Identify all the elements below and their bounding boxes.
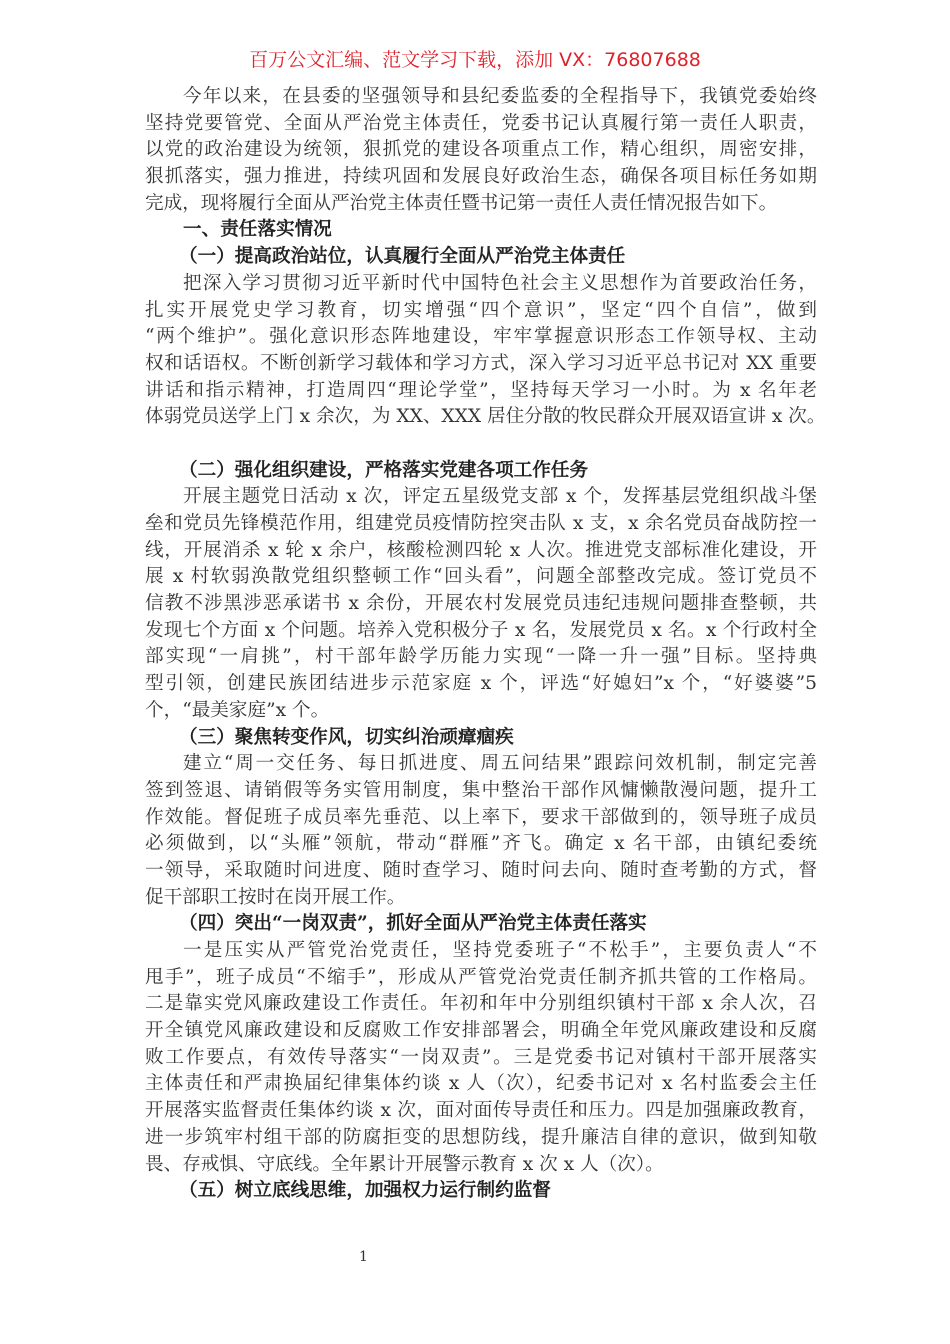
paragraph-line: 一领导，采取随时问进度、随时查学习、随时问去向、随时查考勤的方式，督 bbox=[145, 859, 817, 881]
subsection-heading: （二）强化组织建设，严格落实党建各项工作任务 bbox=[179, 459, 589, 481]
paragraph bbox=[145, 484, 817, 724]
paragraph-line: 作效能。督促班子成员率先垂范、以上率下，要求干部做到的，领导班子成员 bbox=[145, 806, 817, 828]
paragraph-line: 线，开展消杀 x 轮 x 余户，核酸检测四轮 x 人次。推进党支部标准化建设，开 bbox=[145, 539, 817, 561]
paragraph-line: 进一步筑牢村组干部的防腐拒变的思想防线，提升廉洁自律的意识，做到知敬 bbox=[145, 1126, 817, 1148]
paragraph bbox=[145, 938, 817, 1178]
paragraph-line: 完成，现将履行全面从严治党主体责任暨书记第一责任人责任情况报告如下。 bbox=[145, 192, 778, 214]
paragraph-line: 开展落实监督责任集体约谈 x 次，面对面传导责任和压力。四是加强廉政教育， bbox=[145, 1100, 817, 1122]
paragraph-line: “两个维护”。强化意识形态阵地建设，牢牢掌握意识形态工作领导权、主动 bbox=[145, 326, 817, 348]
subsection-heading: （一）提高政治站位，认真履行全面从严治党主体责任 bbox=[179, 246, 626, 268]
paragraph-line: 扎实开展党史学习教育，切实增强“四个意识”，坚定“四个自信”，做到 bbox=[145, 299, 817, 321]
subsection-heading: （三）聚焦转变作风，切实纠治顽瘴痼疾 bbox=[179, 726, 514, 748]
paragraph-line: 开全镇党风廉政建设和反腐败工作安排部署会，明确全年党风廉政建设和反腐 bbox=[145, 1020, 817, 1042]
paragraph-line: 坚持党要管党、全面从严治党主体责任，党委书记认真履行第一责任人职责， bbox=[145, 112, 817, 134]
paragraph-line: 败工作要点，有效传导落实“一岗双责”。三是党委书记对镇村干部开展落实 bbox=[145, 1046, 817, 1068]
paragraph-line: 权和话语权。不断创新学习载体和学习方式，深入学习习近平总书记对 XX 重要 bbox=[145, 352, 817, 374]
paragraph-line: 个，“最美家庭”x 个。 bbox=[145, 699, 330, 721]
paragraph-line: 体弱党员送学上门 x 余次，为 XX、XXX 居住分散的牧民群众开展双语宣讲 x 次。 bbox=[145, 406, 826, 428]
paragraph-line: 信教不涉黑涉恶承诺书 x 余份，开展农村发展党员违纪违规问题排查整顿，共 bbox=[145, 593, 817, 615]
page-number: 1 bbox=[359, 1249, 368, 1265]
paragraph-line: 展 x 村软弱涣散党组织整顿工作“回头看”，问题全部整改完成。签订党员不 bbox=[145, 566, 817, 588]
paragraph-line: 必须做到，以“头雁”领航，带动“群雁”齐飞。确定 x 名干部，由镇纪委统 bbox=[145, 833, 817, 855]
paragraph-line: 讲话和指示精神，打造周四“理论学堂”，坚持每天学习一小时。为 x 名年老 bbox=[145, 379, 817, 401]
paragraph-line: 二是靠实党风廉政建设工作责任。年初和年中分别组织镇村干部 x 余人次，召 bbox=[145, 993, 817, 1015]
paragraph-line: 型引领，创建民族团结进步示范家庭 x 个，评选“好媳妇”x 个，“好婆婆”5 bbox=[145, 673, 817, 695]
paragraph-line: 今年以来，在县委的坚强领导和县纪委监委的全程指导下，我镇党委始终 bbox=[183, 86, 817, 107]
paragraph-line: 狠抓落实，强力推进，持续巩固和发展良好政治生态，确保各项目标任务如期 bbox=[145, 166, 817, 188]
paragraph-line: 签到签退、请销假等务实管用制度，集中整治干部作风慵懒散漫问题，提升工 bbox=[145, 779, 817, 801]
paragraph-line: 开展主题党日活动 x 次，评定五星级党支部 x 个，发挥基层党组织战斗堡 bbox=[183, 486, 817, 508]
paragraph-line: 建立“周一交任务、每日抓进度、周五问结果”跟踪问效机制，制定完善 bbox=[183, 753, 817, 775]
subsection-heading: （四）突出“一岗双责”，抓好全面从严治党主体责任落实 bbox=[179, 913, 647, 935]
watermark-banner: 百万公文汇编、范文学习下载，添加 VX：76807688 bbox=[249, 49, 701, 71]
paragraph-line: 把深入学习贯彻习近平新时代中国特色社会主义思想作为首要政治任务， bbox=[183, 272, 817, 294]
paragraph-line: 甩手”，班子成员“不缩手”，形成从严管党治党责任制齐抓共管的工作格局。 bbox=[145, 966, 817, 988]
paragraph-line: 促干部职工按时在岗开展工作。 bbox=[145, 886, 406, 908]
paragraph-line: 主体责任和严肃换届纪律集体约谈 x 人（次），纪委书记对 x 名村监委会主任 bbox=[145, 1073, 817, 1095]
paragraph bbox=[145, 751, 817, 911]
document-body bbox=[145, 84, 826, 1205]
paragraph-line: 一是压实从严管党治党责任，坚持党委班子“不松手”，主要负责人“不 bbox=[183, 940, 817, 961]
paragraph-line: 垒和党员先锋模范作用，组建党员疫情防控突击队 x 支，x 余名党员奋战防控一 bbox=[145, 513, 817, 534]
section-heading: 一、责任落实情况 bbox=[183, 219, 332, 241]
paragraph-line: 部实现“一肩挑”，村干部年龄学历能力实现“一降一升一强”目标。坚持典 bbox=[145, 646, 817, 668]
subsection-heading: （五）树立底线思维，加强权力运行制约监督 bbox=[179, 1180, 551, 1202]
blank-line bbox=[145, 431, 817, 458]
paragraph bbox=[145, 271, 826, 431]
paragraph-line: 以党的政治建设为统领，狠抓党的建设各项重点工作，精心组织，周密安排， bbox=[145, 139, 817, 161]
paragraph-line: 畏、存戒惧、守底线。全年累计开展警示教育 x 次 x 人（次）。 bbox=[145, 1153, 664, 1175]
paragraph-line: 发现七个方面 x 个问题。培养入党积极分子 x 名，发展党员 x 名。x 个行政村全 bbox=[145, 619, 817, 641]
paragraph bbox=[145, 84, 817, 217]
